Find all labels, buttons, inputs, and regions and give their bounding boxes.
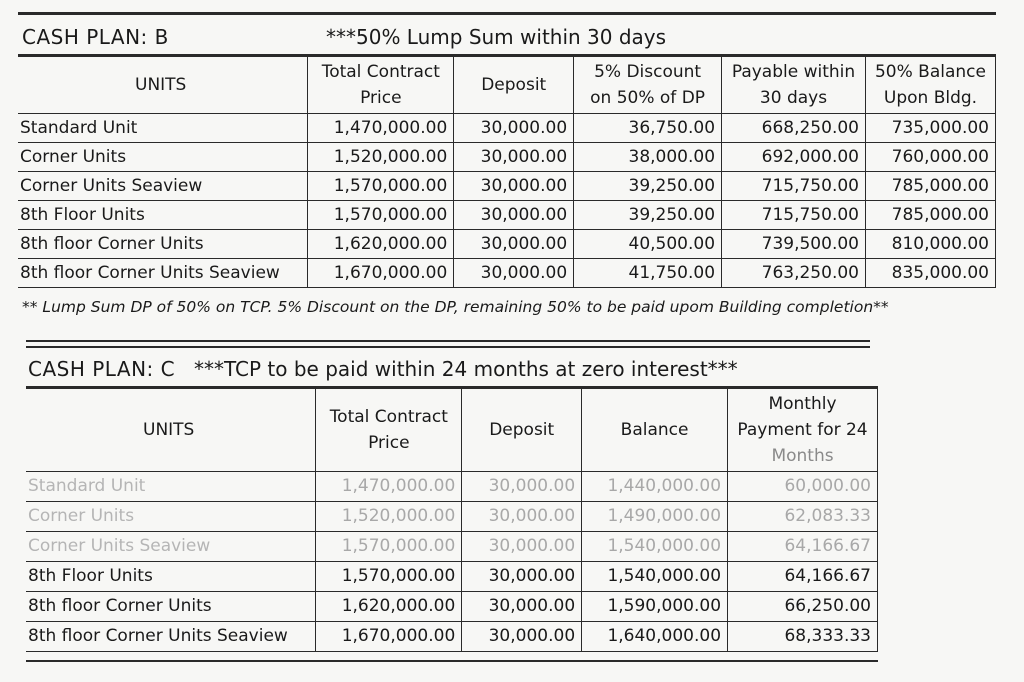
header-deposit bbox=[454, 57, 574, 114]
discount-cell: 39,250.00 bbox=[574, 201, 722, 230]
tcp-cell: 1,570,000.00 bbox=[308, 172, 454, 201]
tcp-cell: 1,520,000.00 bbox=[308, 143, 454, 172]
deposit-cell: 30,000.00 bbox=[454, 172, 574, 201]
deposit-cell: 30,000.00 bbox=[462, 472, 582, 502]
deposit-cell: 30,000.00 bbox=[462, 592, 582, 622]
table-row bbox=[26, 592, 878, 622]
table-row bbox=[18, 230, 996, 259]
unit-cell: Corner Units bbox=[18, 143, 308, 172]
tcp-cell: 1,620,000.00 bbox=[308, 230, 454, 259]
unit-cell: 8th floor Corner Units bbox=[18, 230, 308, 259]
deposit-cell: 30,000.00 bbox=[462, 532, 582, 562]
table-row bbox=[26, 532, 878, 562]
plan-c-header-row bbox=[26, 389, 878, 472]
plan-b-label: CASH PLAN: B bbox=[22, 25, 169, 49]
deposit-cell: 30,000.00 bbox=[462, 622, 582, 652]
payable-cell: 763,250.00 bbox=[722, 259, 866, 288]
header-payable-line1: Payable within bbox=[731, 62, 856, 82]
table-row bbox=[26, 502, 878, 532]
header-tcp-line2: Price bbox=[360, 88, 402, 108]
header-units bbox=[18, 57, 308, 114]
header-monthly bbox=[728, 389, 878, 472]
deposit-cell: 30,000.00 bbox=[454, 201, 574, 230]
unit-cell: 8th Floor Units bbox=[26, 562, 316, 592]
balance-cell: 1,540,000.00 bbox=[582, 562, 728, 592]
header-payable-line2: 30 days bbox=[759, 88, 828, 108]
payable-cell: 715,750.00 bbox=[722, 201, 866, 230]
tcp-cell: 1,470,000.00 bbox=[316, 472, 462, 502]
monthly-cell: 68,333.33 bbox=[728, 622, 878, 652]
table-row bbox=[18, 114, 996, 143]
header-tcp-line2: Price bbox=[368, 433, 410, 453]
table-row bbox=[18, 143, 996, 172]
tcp-cell: 1,670,000.00 bbox=[316, 622, 462, 652]
deposit-cell: 30,000.00 bbox=[454, 143, 574, 172]
plan-b-header-row bbox=[18, 57, 996, 114]
header-units bbox=[26, 389, 316, 472]
discount-cell: 40,500.00 bbox=[574, 230, 722, 259]
header-balance-line1: 50% Balance bbox=[874, 62, 986, 82]
discount-cell: 36,750.00 bbox=[574, 114, 722, 143]
monthly-cell: 66,250.00 bbox=[728, 592, 878, 622]
unit-cell: Corner Units Seaview bbox=[18, 172, 308, 201]
balance-cell: 785,000.00 bbox=[865, 172, 995, 201]
header-tcp bbox=[316, 389, 462, 472]
deposit-cell: 30,000.00 bbox=[454, 114, 574, 143]
discount-cell: 39,250.00 bbox=[574, 172, 722, 201]
deposit-cell: 30,000.00 bbox=[462, 502, 582, 532]
deposit-cell: 30,000.00 bbox=[462, 562, 582, 592]
balance-cell: 1,590,000.00 bbox=[582, 592, 728, 622]
payable-cell: 715,750.00 bbox=[722, 172, 866, 201]
monthly-cell: 60,000.00 bbox=[728, 472, 878, 502]
balance-cell: 810,000.00 bbox=[865, 230, 995, 259]
balance-cell: 785,000.00 bbox=[865, 201, 995, 230]
header-tcp bbox=[308, 57, 454, 114]
header-monthly-line1: Monthly bbox=[768, 394, 837, 414]
deposit-cell: 30,000.00 bbox=[454, 259, 574, 288]
header-discount-line2: on 50% of DP bbox=[590, 88, 706, 108]
plan-c-caption: ***TCP to be paid within 24 months at zero interest*** bbox=[194, 357, 738, 381]
unit-cell: 8th Floor Units bbox=[18, 201, 308, 230]
payable-cell: 739,500.00 bbox=[722, 230, 866, 259]
tcp-cell: 1,570,000.00 bbox=[316, 562, 462, 592]
deposit-cell: 30,000.00 bbox=[454, 230, 574, 259]
plan-c-title-row bbox=[26, 352, 878, 388]
tcp-cell: 1,670,000.00 bbox=[308, 259, 454, 288]
header-deposit bbox=[462, 389, 582, 472]
tcp-cell: 1,470,000.00 bbox=[308, 114, 454, 143]
header-tcp-line1: Total Contract bbox=[329, 407, 448, 427]
balance-cell: 735,000.00 bbox=[865, 114, 995, 143]
tcp-cell: 1,570,000.00 bbox=[308, 201, 454, 230]
unit-cell: 8th floor Corner Units bbox=[26, 592, 316, 622]
plan-c-label: CASH PLAN: C bbox=[28, 357, 176, 381]
monthly-cell: 64,166.67 bbox=[728, 532, 878, 562]
header-monthly-line3: Months bbox=[771, 446, 834, 466]
header-monthly-line2: Payment for 24 bbox=[737, 420, 868, 440]
separator-rule bbox=[26, 340, 870, 342]
balance-cell: 1,540,000.00 bbox=[582, 532, 728, 562]
unit-cell: Corner Units bbox=[26, 502, 316, 532]
monthly-cell: 62,083.33 bbox=[728, 502, 878, 532]
unit-cell: Standard Unit bbox=[26, 472, 316, 502]
balance-cell: 1,440,000.00 bbox=[582, 472, 728, 502]
header-balance bbox=[865, 57, 995, 114]
monthly-cell: 64,166.67 bbox=[728, 562, 878, 592]
header-discount bbox=[574, 57, 722, 114]
table-row bbox=[26, 562, 878, 592]
top-rule bbox=[18, 12, 996, 15]
plan-c-table bbox=[26, 388, 878, 652]
balance-cell: 835,000.00 bbox=[865, 259, 995, 288]
balance-cell: 760,000.00 bbox=[865, 143, 995, 172]
header-payable bbox=[722, 57, 866, 114]
table-row bbox=[18, 201, 996, 230]
header-deposit-label: Deposit bbox=[489, 420, 555, 440]
header-balance-label: Balance bbox=[620, 420, 689, 440]
bottom-rule bbox=[26, 660, 878, 662]
header-balance bbox=[582, 389, 728, 472]
discount-cell: 41,750.00 bbox=[574, 259, 722, 288]
header-units-label: UNITS bbox=[135, 75, 187, 95]
payable-cell: 668,250.00 bbox=[722, 114, 866, 143]
plan-b-title-row bbox=[18, 16, 996, 56]
separator-rule bbox=[26, 346, 870, 348]
table-row bbox=[26, 472, 878, 502]
discount-cell: 38,000.00 bbox=[574, 143, 722, 172]
header-tcp-line1: Total Contract bbox=[321, 62, 440, 82]
unit-cell: Corner Units Seaview bbox=[26, 532, 316, 562]
table-row bbox=[18, 259, 996, 288]
unit-cell: Standard Unit bbox=[18, 114, 308, 143]
plan-b-caption: ***50% Lump Sum within 30 days bbox=[326, 25, 667, 49]
table-row bbox=[18, 172, 996, 201]
table-row bbox=[26, 622, 878, 652]
unit-cell: 8th floor Corner Units Seaview bbox=[18, 259, 308, 288]
balance-cell: 1,640,000.00 bbox=[582, 622, 728, 652]
tcp-cell: 1,570,000.00 bbox=[316, 532, 462, 562]
header-balance-line2: Upon Bldg. bbox=[883, 88, 978, 108]
balance-cell: 1,490,000.00 bbox=[582, 502, 728, 532]
tcp-cell: 1,620,000.00 bbox=[316, 592, 462, 622]
plan-b-table bbox=[18, 56, 996, 288]
header-discount-line1: 5% Discount bbox=[594, 62, 702, 82]
tcp-cell: 1,520,000.00 bbox=[316, 502, 462, 532]
unit-cell: 8th floor Corner Units Seaview bbox=[26, 622, 316, 652]
plan-b-footnote: ** Lump Sum DP of 50% on TCP. 5% Discount on the DP, remaining 50% to be paid upom Building completion** bbox=[22, 298, 889, 316]
header-units-label: UNITS bbox=[143, 420, 195, 440]
payable-cell: 692,000.00 bbox=[722, 143, 866, 172]
header-deposit-label: Deposit bbox=[481, 75, 547, 95]
